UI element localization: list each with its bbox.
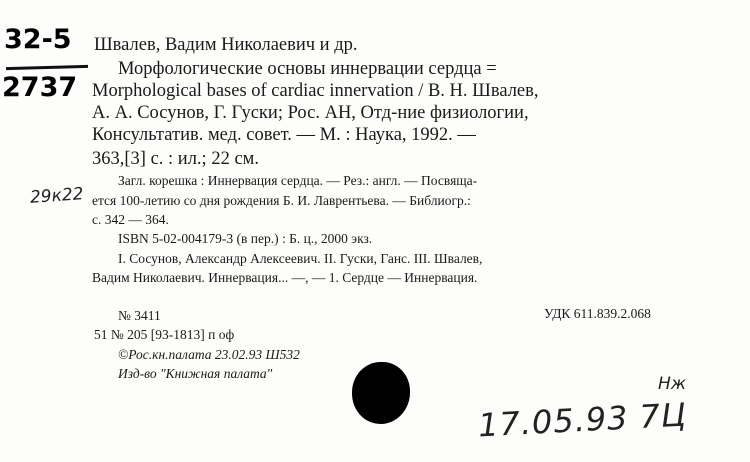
tracing-line-1: I. Сосунов, Александр Алексеевич. II. Гуски, Ганс. III. Швалев, xyxy=(118,251,483,266)
title-line-4: Консультатив. мед. совет. — М. : Наука, 1992. — xyxy=(92,125,476,145)
tracing-line-2: Вадим Николаевич. Иннервация... —, — 1. Сердце — Иннервация. xyxy=(92,270,478,285)
publisher-line: Изд-во "Книжная палата" xyxy=(118,366,273,381)
note-line-2: ется 100-летию со дня рождения Б. И. Лаврентьева. — Библиогр.: xyxy=(92,193,471,208)
udk-code: УДК 611.839.2.068 xyxy=(544,306,651,321)
initials-handwriting: Нж xyxy=(658,374,687,394)
note-line-1: Загл. корешка : Иннервация сердца. — Рез.: англ. — Посвяща- xyxy=(118,173,478,188)
margin-handwriting: 29к22 xyxy=(29,184,85,208)
call-number-bottom: 2737 xyxy=(2,72,78,103)
title-line-2: Morphological bases of cardiac innervation / В. Н. Швалев, xyxy=(92,81,539,101)
author-line: Швалев, Вадим Николаевич и др. xyxy=(94,35,358,55)
call-number-divider xyxy=(6,65,88,70)
title-line-5: 363,[3] с. : ил.; 22 см. xyxy=(92,149,259,169)
note-line-3: с. 342 — 364. xyxy=(92,212,169,227)
date-handwriting: 17.05.93 7Ц xyxy=(477,395,688,445)
copyright-line: ©Рос.кн.палата 23.02.93 Ш532 xyxy=(118,347,300,362)
title-line-1: Морфологические основы иннервации сердца = xyxy=(118,59,497,79)
record-number: № 3411 xyxy=(118,308,161,323)
reference-line: 51 № 205 [93-1813] п оф xyxy=(94,327,235,342)
isbn-line: ISBN 5-02-004179-3 (в пер.) : Б. ц., 2000 экз. xyxy=(118,231,373,246)
call-number-top: 32-5 xyxy=(4,24,72,55)
title-line-3: А. А. Сосунов, Г. Гуски; Рос. АН, Отд-ние физиологии, xyxy=(92,103,529,123)
ink-blot xyxy=(352,362,410,424)
